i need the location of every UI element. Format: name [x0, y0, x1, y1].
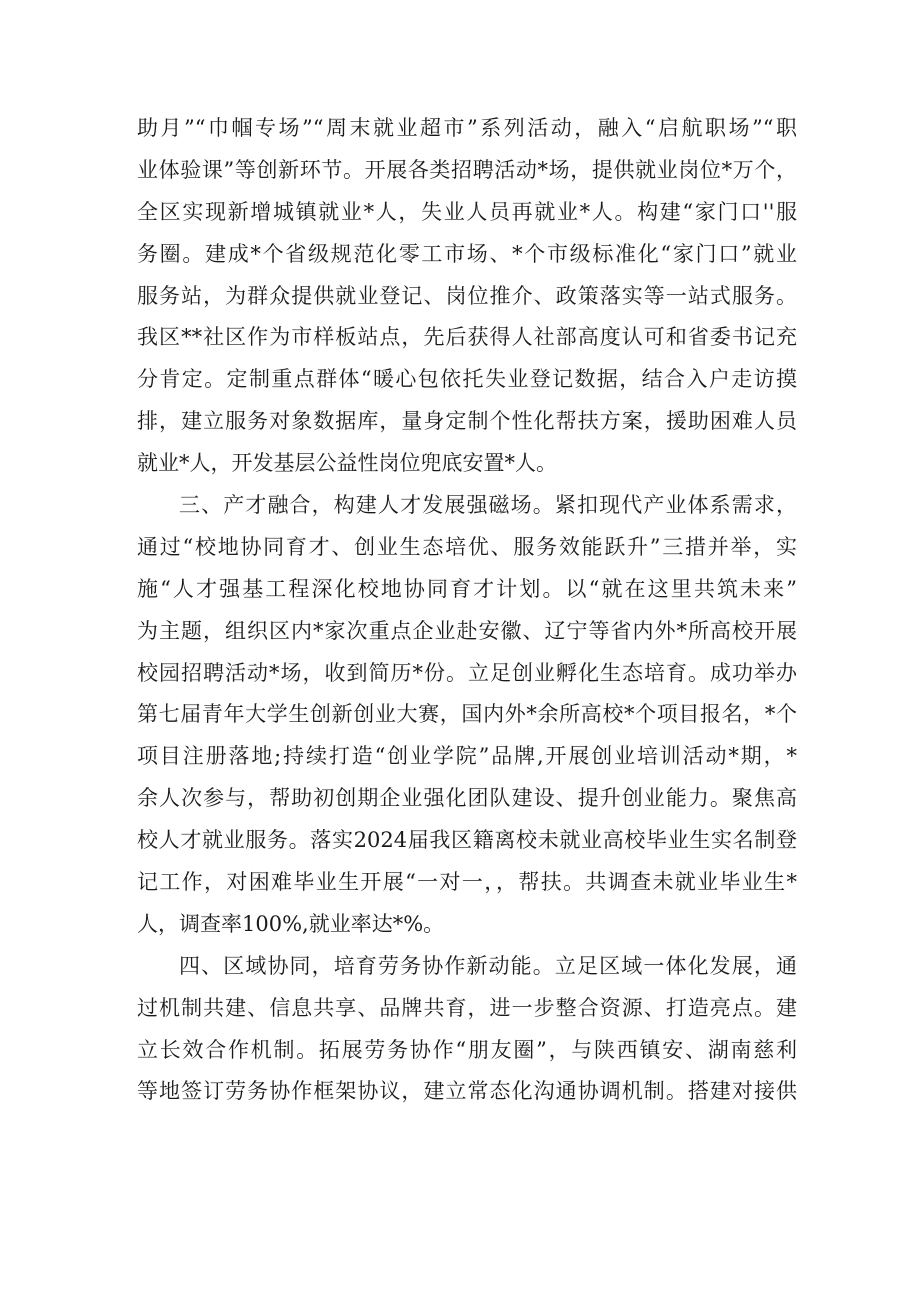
- text-line: 分肯定。定制重点群体“暖心包依托失业登记数据，结合入户走访摸: [137, 367, 797, 392]
- text-line: 务圈。建成*个省级规范化零工市场、*个市级标准化“家门口”就业: [137, 241, 797, 266]
- text-line: 施“人才强基工程深化校地协同育才计划。以“就在这里共筑未来”: [137, 576, 797, 601]
- text-line: 余人次参与，帮助初创期企业强化团队建设、提升创业能力。聚焦高: [137, 786, 797, 811]
- text-line: 三、产才融合，构建人才发展强磁场。紧扣现代产业体系需求，: [179, 493, 797, 518]
- text-line: 业体验课”等创新环节。开展各类招聘活动*场，提供就业岗位*万个，: [137, 157, 797, 182]
- text-line: 人，调查率100%,就业率达*%。: [137, 911, 445, 936]
- text-line: 等地签订劳务协作框架协议，建立常态化沟通协调机制。搭建对接供: [137, 1079, 797, 1104]
- text-line: 通过“校地协同育才、创业生态培优、服务效能跃升”三措并举，实: [137, 534, 797, 559]
- text-line: 就业*人，开发基层公益性岗位兜底安置*人。: [137, 451, 557, 476]
- text-line: 四、区域协同，培育劳务协作新动能。立足区域一体化发展，通: [179, 953, 797, 978]
- text-line: 立长效合作机制。拓展劳务协作“朋友圈”，与陕西镇安、湖南慈利: [137, 1037, 797, 1062]
- text-line: 校园招聘活动*场，收到简历*份。立足创业孵化生态培育。成功举办: [137, 660, 797, 685]
- text-line: 服务站，为群众提供就业登记、岗位推介、政策落实等一站式服务。: [137, 283, 797, 308]
- text-line: 校人才就业服务。落实2024届我区籍离校未就业高校毕业生实名制登: [137, 828, 797, 853]
- text-line: 我区**社区作为市样板站点，先后获得人社部高度认可和省委书记充: [137, 325, 797, 350]
- text-line: 项目注册落地;持续打造“创业学院”品牌,开展创业培训活动*期，*: [137, 744, 797, 769]
- text-line: 助月”“巾帼专场”“周末就业超市”系列活动，融入“启航职场”“职: [137, 116, 797, 140]
- text-line: 第七届青年大学生创新创业大赛，国内外*余所高校*个项目报名，*个: [137, 702, 797, 727]
- text-line: 排，建立服务对象数据库，量身定制个性化帮扶方案，援助困难人员: [137, 409, 797, 434]
- text-line: 过机制共建、信息共享、品牌共育，进一步整合资源、打造亮点。建: [137, 995, 797, 1020]
- text-line: 记工作，对困难毕业生开展“一对一，，帮扶。共调查未就业毕业生*: [137, 870, 797, 895]
- text-line: 为主题，组织区内*家次重点企业赴安徽、辽宁等省内外*所高校开展: [137, 618, 797, 643]
- text-line: 全区实现新增城镇就业*人，失业人员再就业*人。构建“家门口''服: [137, 199, 797, 224]
- document-body: [137, 108, 797, 1113]
